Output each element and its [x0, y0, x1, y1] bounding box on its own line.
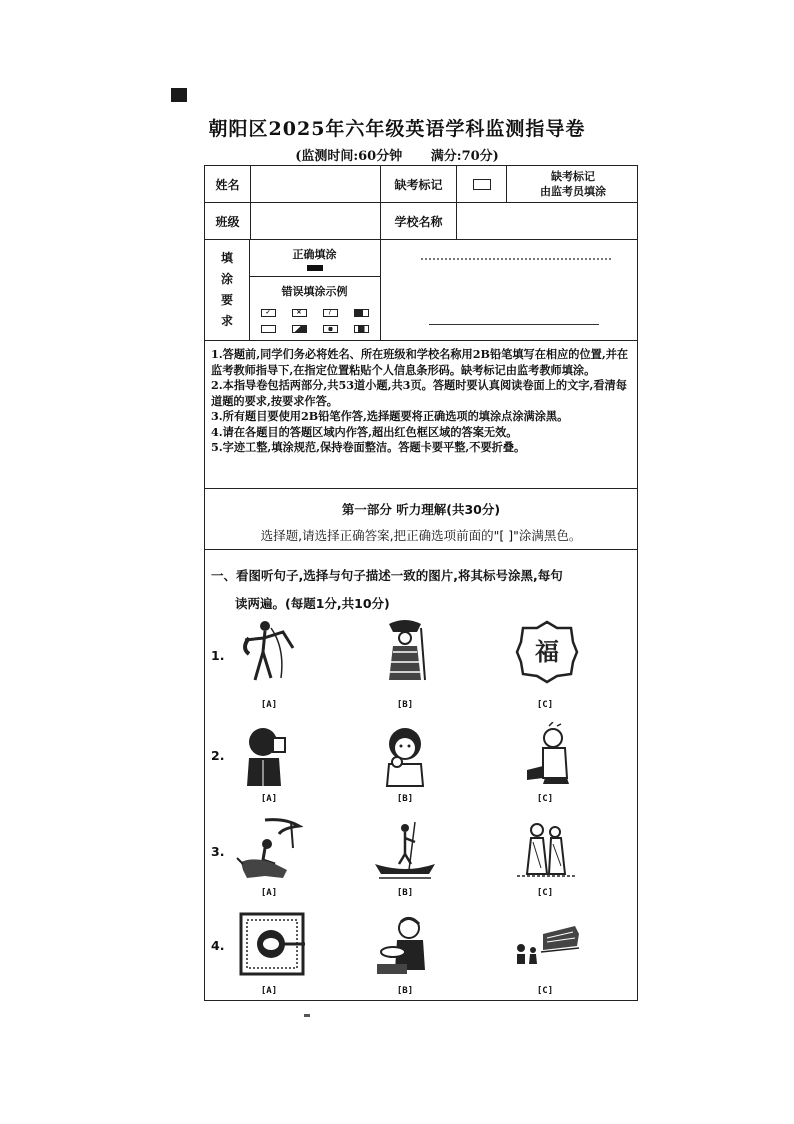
- option-b[interactable]: [B]: [396, 986, 414, 996]
- opera-character-icon: [371, 618, 439, 684]
- fill-char-3: 要: [220, 293, 233, 307]
- instruction-item: 3.所有题目要使用2B铅笔作答,选择题要将正确选项的填涂点涂满涂黑。: [211, 409, 569, 423]
- option-a[interactable]: [A]: [260, 700, 278, 710]
- two-people-walking-icon: [513, 818, 581, 884]
- svg-text:福: 福: [535, 637, 559, 666]
- section1-heading-line2: 读两遍。(每题1分,共10分): [235, 596, 390, 611]
- part1-title: 第一部分 听力理解(共30分): [341, 502, 501, 517]
- train-people-icon: [513, 912, 581, 978]
- page-title: 朝阳区2025年六年级英语学科监测指导卷: [208, 118, 586, 140]
- school-label: 学校名称: [381, 203, 457, 239]
- option-b[interactable]: [B]: [396, 794, 414, 804]
- instruction-item: 1.答题前,同学们务必将姓名、所在班级和学校名称用2B铅笔填写在相应的位置,并在监考教师指导下,在指定位置粘贴个人信息条形码。缺考标记由监考教师填涂。: [211, 347, 629, 377]
- option-a[interactable]: [A]: [260, 794, 278, 804]
- girl-thinking-icon: [371, 722, 439, 788]
- wrong-fill-label: 错误填涂示例: [281, 285, 348, 298]
- barcode-sticker-area: [381, 240, 639, 340]
- instruction-item: 2.本指导卷包括两部分,共53道小题,共3页。答题时要认真阅读卷面上的文字,看清每道题的要求,按要求作答。: [211, 378, 627, 408]
- option-c[interactable]: [C]: [536, 700, 554, 710]
- martial-arts-figure-icon: [235, 618, 303, 684]
- absent-note-line1: 缺考标记: [551, 170, 595, 183]
- absent-note-line2: 由监考员填涂: [540, 185, 606, 198]
- page-subtitle: [0, 145, 794, 164]
- option-b[interactable]: [B]: [396, 700, 414, 710]
- dot-fill-icon: [323, 325, 338, 333]
- option-a[interactable]: [A]: [260, 986, 278, 996]
- cross-mark-icon: ✕: [292, 309, 307, 317]
- answer-sheet: [204, 165, 638, 1001]
- half-fill-icon: [292, 325, 307, 333]
- fill-char-1: 填: [220, 251, 233, 265]
- fu-character-icon: [513, 618, 581, 684]
- name-field[interactable]: [251, 166, 381, 202]
- instruction-item: 4.请在各题目的答题区域内作答,超出红色框区域的答案无效。: [211, 424, 518, 439]
- option-c[interactable]: [C]: [536, 888, 554, 898]
- fill-char-4: 求: [220, 314, 233, 328]
- option-c[interactable]: [C]: [536, 794, 554, 804]
- full-score: 满分:70分): [430, 149, 499, 164]
- name-label: 姓名: [205, 166, 251, 202]
- part1-header: [205, 489, 637, 550]
- fill-requirement-label: [205, 240, 250, 340]
- section1-heading-line1: 一、看图听句子,选择与句子描述一致的图片,将其标号涂黑,每句: [211, 568, 563, 583]
- absent-mark-box[interactable]: [473, 179, 491, 190]
- name-row: [205, 166, 637, 203]
- fill-row: [205, 240, 637, 341]
- section1-heading: [211, 564, 631, 616]
- instructions: [205, 341, 637, 489]
- question-number: 1.: [211, 648, 225, 663]
- boat-rower-icon: [371, 818, 439, 884]
- option-c[interactable]: [C]: [536, 986, 554, 996]
- bowl-spoon-icon: [239, 912, 307, 978]
- correct-fill-example: [249, 240, 381, 277]
- check-mark-icon: ✓: [261, 309, 276, 317]
- corner-position-mark: [171, 88, 187, 102]
- boy-drinking-icon: [235, 722, 303, 788]
- option-a[interactable]: [A]: [260, 888, 278, 898]
- woman-cooking-icon: [371, 912, 439, 978]
- exam-time: (监测时间:60分钟: [295, 149, 403, 164]
- absent-label: 缺考标记: [381, 166, 457, 202]
- class-label: 班级: [205, 203, 251, 239]
- rider-horse-icon: [235, 818, 303, 884]
- barcode-underline: [429, 324, 599, 325]
- fill-char-2: 涂: [220, 272, 233, 286]
- empty-box-icon: [261, 325, 276, 333]
- instruction-item: 5.字迹工整,填涂规范,保持卷面整洁。答题卡要平整,不要折叠。: [211, 440, 526, 454]
- scan-speck: [304, 1014, 310, 1017]
- question-number: 2.: [211, 748, 225, 763]
- part1-description: 选择题,请选择正确答案,把正确选项前面的"[ ]"涂满黑色。: [260, 528, 582, 543]
- center-fill-icon: [354, 325, 369, 333]
- absent-mark-cell[interactable]: [457, 166, 507, 202]
- question-number: 4.: [211, 938, 225, 953]
- school-field[interactable]: [457, 203, 639, 239]
- sick-boy-icon: [513, 722, 581, 788]
- wrong-fill-examples: [249, 277, 381, 341]
- filled-block-icon: [307, 265, 323, 271]
- partial-fill-icon: [354, 309, 369, 317]
- option-b[interactable]: [B]: [396, 888, 414, 898]
- correct-fill-label: 正确填涂: [292, 248, 337, 261]
- barcode-top-dots: [421, 258, 611, 262]
- class-row: [205, 203, 637, 240]
- question-number: 3.: [211, 844, 225, 859]
- absent-note: [507, 166, 639, 202]
- class-field[interactable]: [251, 203, 381, 239]
- slash-mark-icon: /: [323, 309, 338, 317]
